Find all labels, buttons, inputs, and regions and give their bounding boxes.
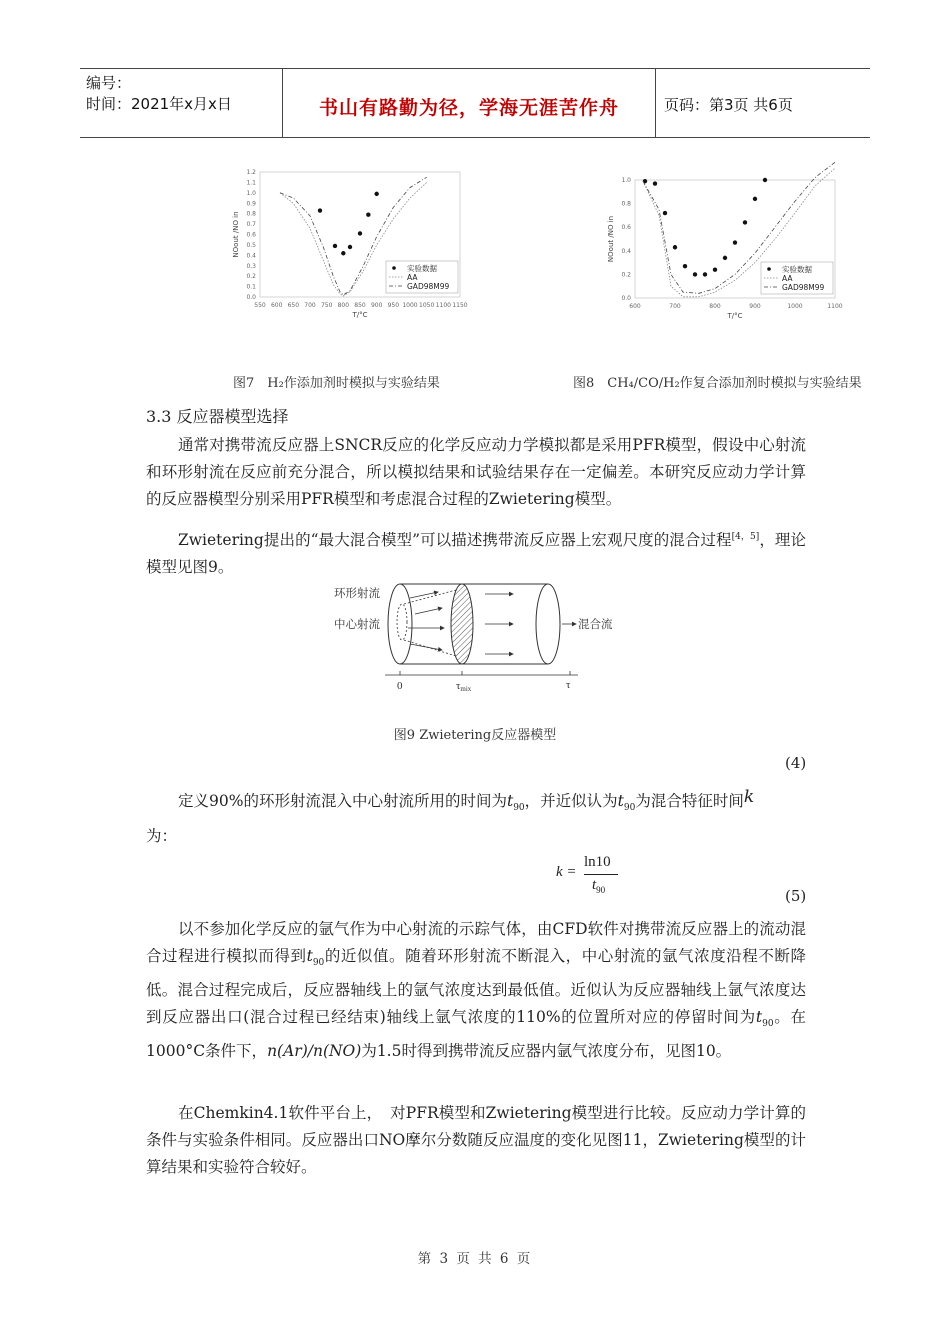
x-tick-label: 850 <box>354 302 366 309</box>
y-tick-label: 0.1 <box>246 283 256 291</box>
data-point <box>663 211 667 215</box>
header-left-cell <box>80 69 283 137</box>
data-point <box>333 244 337 248</box>
paragraph-5: 在Chemkin4.1软件平台上， 对PFR模型和Zwietering模型进行比较。反应动力学计算的条件与实验条件相同。反应器出口NO摩尔分数随反应温度的变化见图11，Zwietering模型的计算结果和实验符合较好。 <box>146 1104 806 1176</box>
y-tick-label: 1.2 <box>246 169 256 176</box>
paragraph-4-part-a: 以不参加化学反应的氩气作为中心射流的示踪气体，由CFD软件对携带流反应器上的流动混合过程进行模拟而得到 <box>146 920 806 965</box>
y-tick-label: 0.2 <box>621 271 631 279</box>
x-tick-label: 550 <box>254 302 266 309</box>
y-tick-label: 0.4 <box>621 247 631 255</box>
page-info: 页码：第3页 共6页 <box>664 96 793 114</box>
x-tick-label: 800 <box>709 303 721 310</box>
paragraph-2-tail: ，理论模型见图9。 <box>146 531 806 577</box>
citation-ref: [4，5] <box>731 532 760 542</box>
header-motto: 书山有路勤为径，学海无涯苦作舟 <box>318 97 619 119</box>
data-point <box>703 272 707 276</box>
y-tick-label: 0.0 <box>246 294 256 301</box>
legend-label: AA <box>782 274 793 283</box>
legend-label: AA <box>407 273 418 282</box>
x-axis-label: T/°C <box>352 311 368 319</box>
data-point <box>713 267 717 271</box>
x-tick-label: 950 <box>387 302 400 309</box>
equation-4-number: (4) <box>785 754 807 772</box>
section-title: 3.3 反应器模型选择 <box>146 407 289 426</box>
y-tick-label: 1.1 <box>246 179 256 187</box>
x-tick-label: 650 <box>287 302 300 309</box>
y-tick-label: 0.0 <box>621 295 631 302</box>
figure-8-chart <box>590 160 855 340</box>
legend-label: GAD98M99 <box>407 282 450 291</box>
data-point <box>763 178 767 182</box>
y-tick-label: 0.6 <box>621 224 631 232</box>
data-point <box>358 231 362 235</box>
y-tick-label: 0.9 <box>246 200 256 208</box>
molar-ratio: n(Ar)/n(NO) <box>267 1042 362 1061</box>
paragraph-3 <box>146 784 806 822</box>
equation-5-denominator: $t_{90}$ <box>592 877 606 895</box>
x-tick-label: 1150 <box>452 302 468 309</box>
paragraph-3-part-b: ，并近似认为 <box>524 792 618 810</box>
data-point <box>743 220 747 224</box>
paragraph-3-end: 为： <box>146 827 178 845</box>
equation-5-lhs: k = <box>556 864 577 880</box>
paragraph-2-text: Zwietering提出的“最大混合模型”可以描述携带流反应器上宏观尺度的混合过程 <box>178 531 732 550</box>
data-point <box>753 197 757 201</box>
figure-9-diagram <box>330 578 630 693</box>
k-symbol: k <box>743 787 755 807</box>
y-axis-label: NOout /NO in <box>607 215 615 263</box>
page-footer: 第 3 页 共 6 页 <box>417 1251 533 1267</box>
annular-jet-label: 环形射流 <box>334 588 380 600</box>
x-tick-label: 600 <box>270 302 283 309</box>
paragraph-2 <box>146 524 806 581</box>
y-tick-label: 0.8 <box>621 200 631 208</box>
legend-marker <box>392 266 396 270</box>
y-tick-label: 0.2 <box>246 273 256 281</box>
y-tick-label: 0.5 <box>246 241 256 249</box>
document-number-label: 编号： <box>86 74 132 92</box>
legend-marker <box>767 267 771 271</box>
t90-subscript-2: 90 <box>623 803 636 814</box>
x-tick-label: 700 <box>669 303 681 310</box>
data-point <box>653 181 657 185</box>
data-point <box>348 245 352 249</box>
legend-label: GAD98M99 <box>782 283 825 292</box>
x-tick-label: 600 <box>629 303 641 310</box>
data-point <box>723 256 727 260</box>
y-tick-label: 0.3 <box>246 262 256 270</box>
data-point <box>683 264 687 268</box>
legend-label: 实验数据 <box>782 265 812 274</box>
data-point <box>673 245 677 249</box>
t90-symbol: t <box>506 792 514 810</box>
y-tick-label: 1.0 <box>621 177 631 184</box>
data-point <box>693 272 697 276</box>
data-point <box>374 192 378 196</box>
legend-label: 实验数据 <box>407 264 437 273</box>
paragraph-4-part-d: 为1.5时得到携带流反应器内氩气浓度分布，见图10。 <box>361 1042 732 1061</box>
x-tick-label: 750 <box>320 302 333 309</box>
paragraph-4 <box>146 916 806 1065</box>
t90-subscript-4: 90 <box>762 1019 774 1030</box>
t90-symbol-2: t <box>617 792 624 810</box>
tau-mix-label: τmix <box>456 680 472 693</box>
x-tick-label: 1050 <box>419 302 435 309</box>
mixed-flow-label: 混合流 <box>578 619 613 631</box>
x-tick-label: 900 <box>370 302 383 309</box>
tau-label: τ <box>566 679 571 691</box>
paragraph-3-part-a: 定义90%的环形射流混入中心射流所用的时间为 <box>178 792 507 810</box>
center-jet-label: 中心射流 <box>334 619 380 631</box>
x-axis-label: T/°C <box>727 312 743 320</box>
y-tick-label: 0.6 <box>246 231 256 239</box>
equation-5-numerator: ln10 <box>584 854 611 870</box>
t90-symbol-4: t <box>755 1008 763 1027</box>
document-date: 时间：2021年x月x日 <box>86 95 232 113</box>
x-tick-label: 900 <box>749 303 761 310</box>
data-point <box>318 208 322 212</box>
data-point <box>341 251 345 255</box>
paragraph-1: 通常对携带流反应器上SNCR反应的化学反应动力学模拟都是采用PFR模型，假设中心射流和环形射流在反应前充分混合，所以模拟结果和试验结果存在一定偏差。本研究反应动力学计算的反应器模型分别采用PFR模型和考虑混合过程的Zwietering模型。 <box>146 436 806 508</box>
paragraph-3-part-c: 为混合特征时间 <box>635 792 744 810</box>
x-tick-label: 1000 <box>787 303 803 310</box>
data-point <box>366 213 370 217</box>
figure-9-caption: 图9 Zwietering反应器模型 <box>393 728 557 743</box>
fraction-bar <box>584 874 618 875</box>
x-tick-label: 1000 <box>402 302 418 309</box>
t90-symbol-3: t <box>306 947 313 965</box>
t90-subscript-3: 90 <box>312 958 325 969</box>
figure-7-caption: 图7 H₂作添加剂时模拟与实验结果 <box>233 376 440 391</box>
axis-zero-label: 0 <box>397 680 403 692</box>
y-tick-label: 0.4 <box>246 252 256 260</box>
data-point <box>733 240 737 244</box>
t90-subscript: 90 <box>513 803 525 814</box>
x-tick-label: 1100 <box>827 303 843 310</box>
paragraph-4-part-c: 。在1000°C条件下， <box>146 1008 806 1061</box>
equation-5-number: (5) <box>785 887 807 905</box>
figure-7-chart <box>215 160 485 340</box>
paragraph-4-part-b: 的近似值。随着环形射流不断混入，中心射流的氩气浓度沿程不断降低。混合过程完成后，反应器轴线上的氩气浓度达到最低值。近似认为反应器轴线上氩气浓度达到反应器出口(混合过程已经结束)轴线上氩气浓度的110%的位置所对应的停留时间为 <box>146 947 806 1027</box>
x-tick-label: 700 <box>304 302 316 309</box>
y-tick-label: 0.8 <box>246 210 256 218</box>
y-axis-label: NOout /NO in <box>232 211 240 258</box>
x-tick-label: 1100 <box>435 302 451 309</box>
figure-8-caption: 图8 CH₄/CO/H₂作复合添加剂时模拟与实验结果 <box>573 376 862 391</box>
header-center-cell <box>283 69 656 137</box>
y-tick-label: 1.0 <box>246 189 256 197</box>
header-right-cell <box>656 69 870 137</box>
page-header <box>80 68 870 138</box>
x-tick-label: 800 <box>337 302 350 309</box>
y-tick-label: 0.7 <box>246 221 256 229</box>
